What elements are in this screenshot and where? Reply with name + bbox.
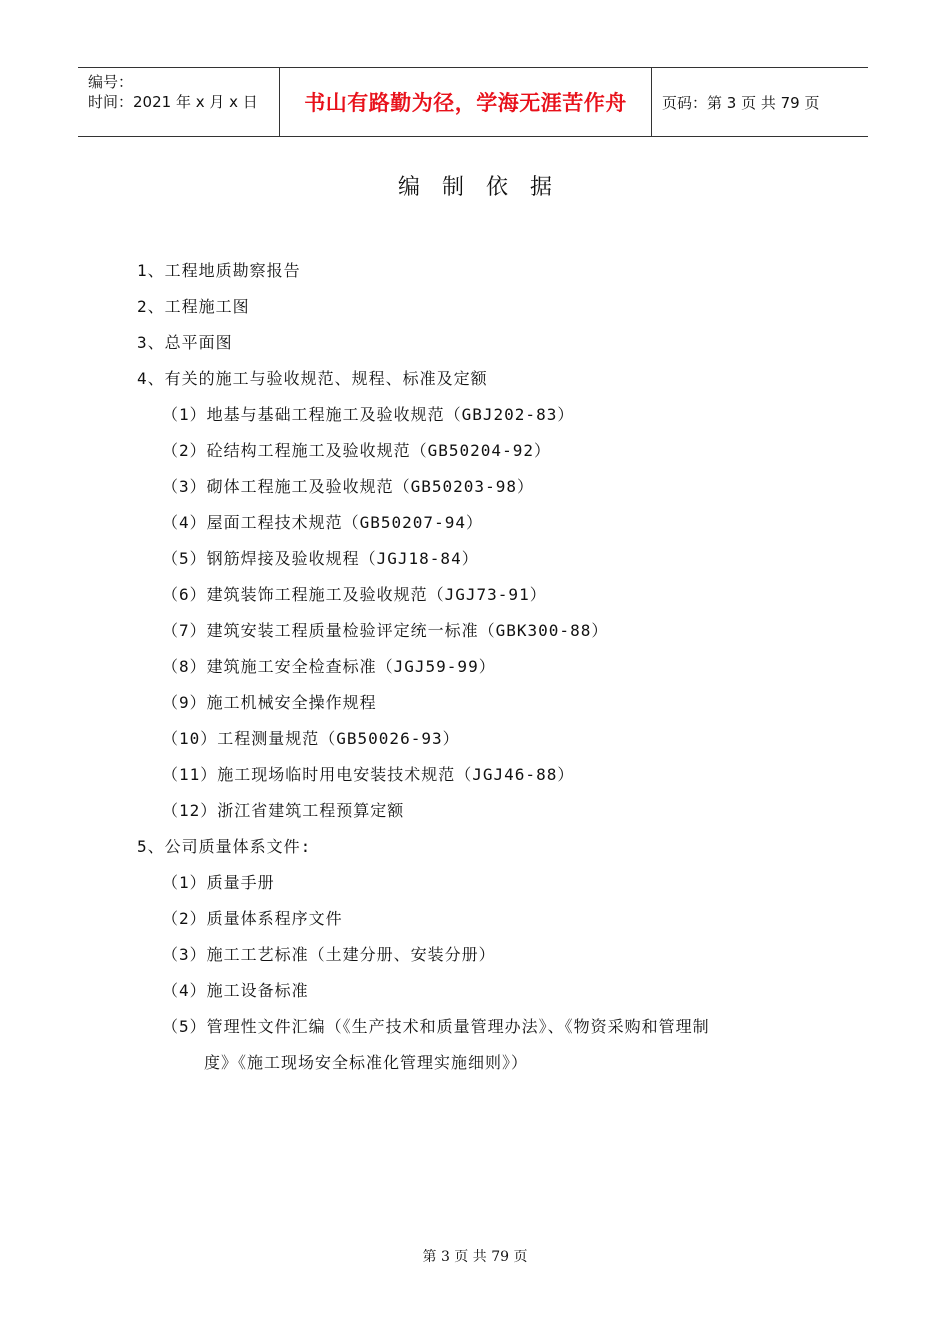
list-item: （2）质量体系程序文件 xyxy=(162,909,343,928)
list-item: （6）建筑装饰工程施工及验收规范（JGJ73-91） xyxy=(162,585,547,604)
list-item: （4）屋面工程技术规范（GB50207-94） xyxy=(162,513,483,532)
header-meta xyxy=(78,68,280,136)
page-header xyxy=(78,67,868,137)
list-item: （1）质量手册 xyxy=(162,873,275,892)
document-number-label: 编号： xyxy=(88,73,134,91)
header-motto: 书山有路勤为径，学海无涯苦作舟 xyxy=(304,91,627,115)
list-item: （2）砼结构工程施工及验收规范（GB50204-92） xyxy=(162,441,551,460)
list-item: （4）施工设备标准 xyxy=(162,981,309,1000)
list-item: （3）施工工艺标准（土建分册、安装分册） xyxy=(162,945,496,964)
list-item: （5）管理性文件汇编（《生产技术和质量管理办法》、《物资采购和管理制 xyxy=(162,1017,710,1036)
list-item: （12）浙江省建筑工程预算定额 xyxy=(162,801,405,820)
list-item: （9）施工机械安全操作规程 xyxy=(162,693,377,712)
list-item: 5、公司质量体系文件: xyxy=(137,837,312,856)
list-item: 度》《施工现场安全标准化管理实施细则》） xyxy=(204,1053,529,1072)
header-motto-cell xyxy=(280,68,652,136)
document-date: 时间：2021 年 x 月 x 日 xyxy=(88,93,258,111)
basis-list xyxy=(0,253,950,1081)
header-page-info xyxy=(652,68,868,136)
page-info-text: 页码：第 3 页 共 79 页 xyxy=(662,93,820,112)
list-item: 4、有关的施工与验收规范、规程、标准及定额 xyxy=(137,369,488,388)
list-item: （3）砌体工程施工及验收规范（GB50203-98） xyxy=(162,477,534,496)
list-item: 3、总平面图 xyxy=(137,333,233,352)
page-footer: 第 3 页 共 79 页 xyxy=(422,1249,528,1265)
list-item: （7）建筑安装工程质量检验评定统一标准（GBK300-88） xyxy=(162,621,609,640)
document-title: 编制依据 xyxy=(397,175,574,200)
list-item: （8）建筑施工安全检查标准（JGJ59-99） xyxy=(162,657,496,676)
list-item: 1、工程地质勘察报告 xyxy=(137,261,301,280)
list-item: （11）施工现场临时用电安装技术规范（JGJ46-88） xyxy=(162,765,575,784)
list-item: （1）地基与基础工程施工及验收规范（GBJ202-83） xyxy=(162,405,575,424)
list-item: （10）工程测量规范（GB50026-93） xyxy=(162,729,460,748)
list-item: 2、工程施工图 xyxy=(137,297,250,316)
list-item: （5）钢筋焊接及验收规程（JGJ18-84） xyxy=(162,549,479,568)
